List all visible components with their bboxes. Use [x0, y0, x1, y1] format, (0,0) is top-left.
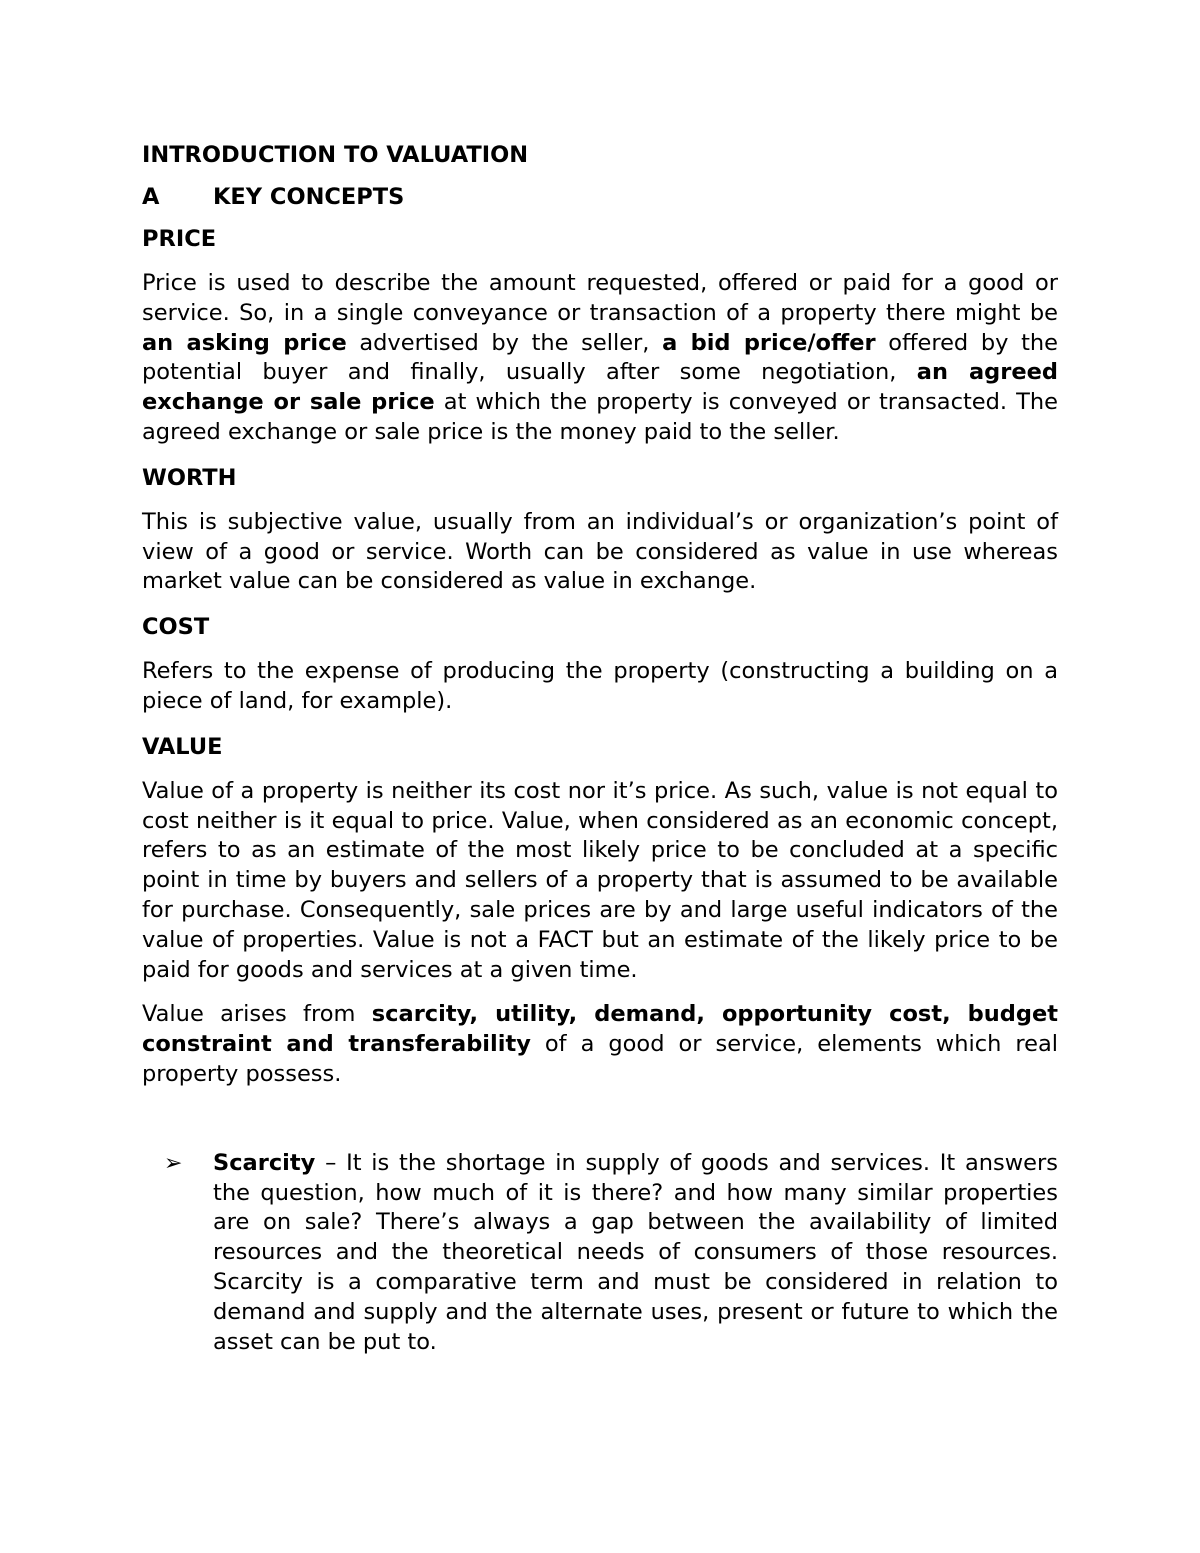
- cost-paragraph: Refers to the expense of producing the property (constructing a building on a piece of land, for example).: [142, 658, 1058, 714]
- value-text-2: of a good or service, elements which real property possess.: [142, 1031, 1058, 1087]
- value-elements-term: scarcity, utility, demand, opportunity cost, budget constraint and transferability: [142, 1001, 1058, 1058]
- value-text-1: Value arises from: [142, 1001, 372, 1028]
- document-title: INTRODUCTION TO VALUATION: [142, 142, 529, 168]
- spacer: [142, 1105, 1058, 1149]
- arrow-bullet-icon: ➢: [164, 1150, 183, 1176]
- value-paragraph-2: [142, 1000, 1058, 1089]
- price-paragraph: [142, 269, 1058, 448]
- worth-heading: WORTH: [142, 464, 237, 491]
- value-paragraph-1: Value of a property is neither its cost nor it’s price. As such, value is not equal to cost neither is it equal to price. Value, when considered as an economic concept, refers to as an estimate of the most likely price to be concluded at a specific point in time by buyers and sellers of a property that is assumed to be available for purchase. Consequently, sale prices are by and large useful indicators of the value of properties. Value is not a FACT but an estimate of the likely price to be paid for goods and services at a given time.: [142, 777, 1058, 983]
- section-letter: A: [142, 184, 160, 210]
- document-page: [142, 140, 1058, 1357]
- scarcity-term: Scarcity: [213, 1149, 316, 1176]
- value-heading: VALUE: [142, 733, 223, 760]
- bid-price-term: a bid price/offer: [662, 329, 876, 356]
- section-heading: [142, 182, 1058, 212]
- price-text-3: offered by the potential buyer and finally, usually after some negotiation,: [142, 329, 1058, 386]
- bullet-text: [213, 1149, 1058, 1358]
- scarcity-description: – It is the shortage in supply of goods and services. It answers the question, how much of it is there? and how many similar properties are on sale? There’s always a gap between the availability of limited resources and the theoretical needs of consumers of those resources. Scarcity is a comparative term and must be considered in relation to demand and supply and the alternate uses, present or future to which the asset can be put to.: [213, 1149, 1058, 1355]
- price-text-1: Price is used to describe the amount requested, offered or paid for a good or service. So, in a single conveyance or transaction of a property there might be: [142, 270, 1058, 326]
- cost-heading: COST: [142, 614, 210, 641]
- agreed-price-term: an agreed exchange or sale price: [142, 359, 1059, 416]
- list-item: [142, 1149, 1058, 1358]
- worth-paragraph: This is subjective value, usually from an individual’s or organization’s point of view of a good or service. Worth can be considered as value in use whereas market value can be considered as value in exchange.: [142, 508, 1058, 595]
- section-label: KEY CONCEPTS: [213, 184, 405, 210]
- price-text-2: advertised by the seller,: [346, 329, 663, 356]
- price-text-4: at which the property is conveyed or transacted. The agreed exchange or sale price is the money paid to the seller.: [142, 389, 1058, 445]
- price-heading: PRICE: [142, 226, 217, 252]
- asking-price-term: an asking price: [142, 329, 347, 356]
